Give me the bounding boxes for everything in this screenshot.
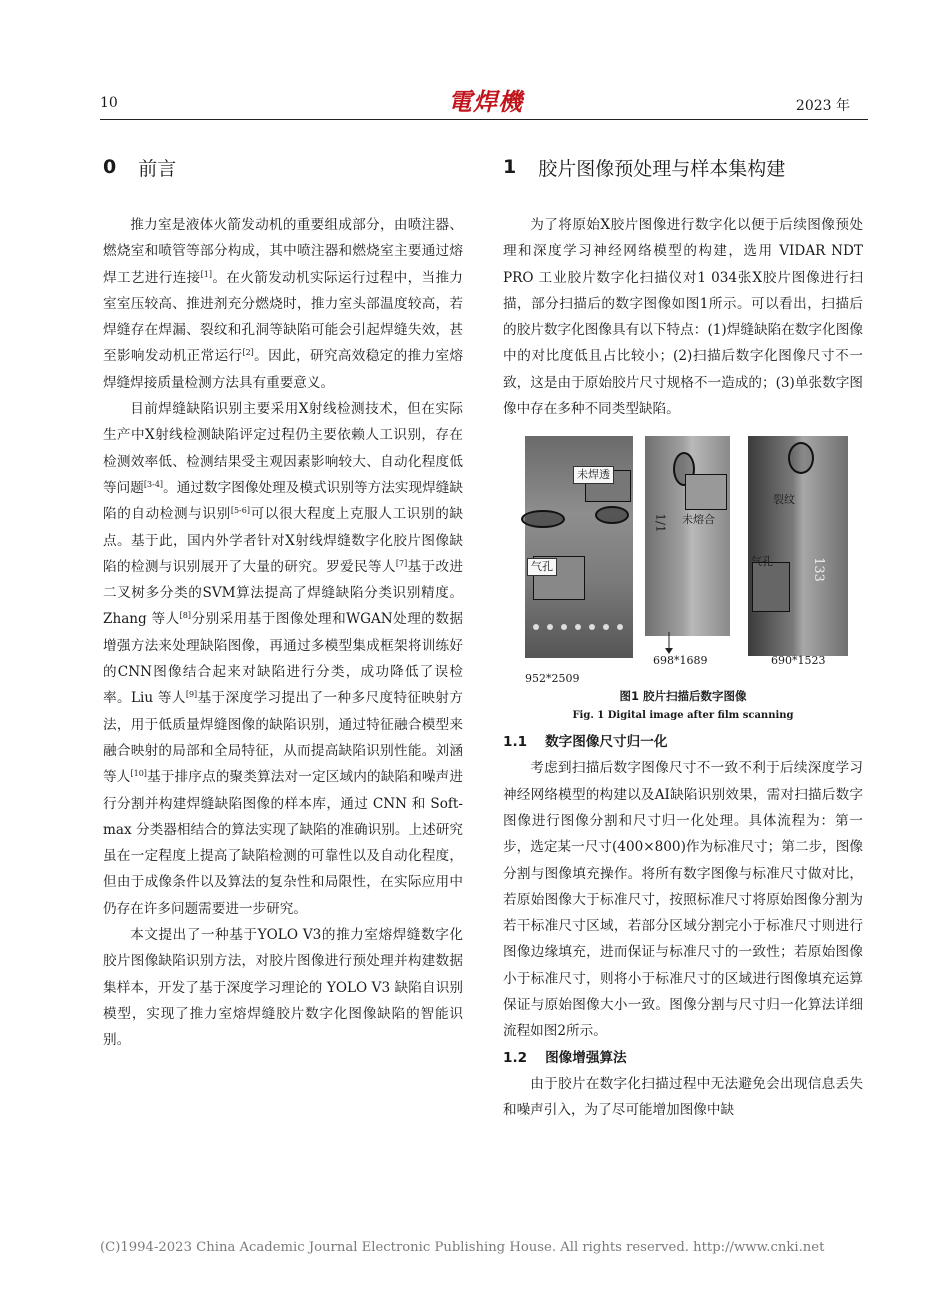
header-rule	[100, 119, 868, 120]
intro-paragraph-1: 推力室是液体火箭发动机的重要组成部分，由喷注器、燃烧室和喷管等部分构成，其中喷注器和燃烧室主要通过熔焊工艺进行连接[1]。在火箭发动机实际运行过程中，当推力室室压较高、推进剂充分燃烧时，推力室头部温度较高，若焊缝存在焊漏、裂纹和孔洞等缺陷可能会引起焊缝失效，甚至影响发动机正常运行[2]。因此，研究高效稳定的推力室熔焊缝焊接质量检测方法具有重要意义。	[103, 217, 464, 391]
journal-logo: 電焊機	[448, 87, 523, 116]
left-column	[103, 150, 463, 1054]
section-title: 胶片图像预处理与样本集构建	[538, 157, 786, 180]
defect-marker	[788, 442, 814, 474]
citation: [8]	[179, 611, 192, 621]
section-title: 前言	[138, 157, 177, 180]
subsection-number: 1.1	[503, 734, 528, 751]
intro-paragraph-2: 目前焊缝缺陷识别主要采用X射线检测技术，但在实际生产中X射线检测缺陷评定过程仍主要依赖人工识别，存在检测效率低、检测结果受主观因素影响较大、自动化程度低等问题[3-4]。通过数字图像处理及模式识别等方法实现焊缝缺陷的自动检测与识别[5-6]可以很大程度上克服人工识别的缺点。基于此，国内外学者针对X射线焊缝数字化胶片图像缺陷的检测与识别展开了大量的研究。罗爱民等人[7]基于改进二叉树多分类的SVM算法提高了焊缝缺陷分类识别精度。Zhang 等人[8]分别采用基于图像处理和WGAN处理的数据增强方法来处理缺陷图像，再通过多模型集成框架将训练好的CNN图像结合起来对缺陷进行分类，成功降低了误检率。Liu 等人[9]基于深度学习提出了一种多尺度特征映射方法，用于低质量焊缝图像的缺陷识别，通过特征融合模型来融合映射的局部和全局特征，从而提高缺陷识别性能。刘涵等人[10]基于排序点的聚类算法对一定区域内的缺陷和噪声进行分割并构建焊缝缺陷图像的样本库，通过 CNN 和 Soft-max 分类器相结合的算法实现了缺陷的准确识别。上述研究虽在一定程度上提高了缺陷检测的可靠性以及自动化程度，但由于成像条件以及算法的复杂性和局限性，在实际应用中仍存在许多问题需要进一步研究。	[103, 401, 464, 917]
figure-caption-en: Fig. 1 Digital image after film scanning	[572, 710, 794, 722]
normalization-paragraph: 考虑到扫描后数字图像尺寸不一致不利于后续深度学习神经网络模型的构建以及AI缺陷识别效果，需对扫描后数字图像进行图像分割和尺寸归一化处理。具体流程为：第一步，选定某一尺寸(400×800)作为标准尺寸；第二步，图像分割与图像填充操作。将所有数字图像与标准尺寸做对比，若原始图像大于标准尺寸，按照标准尺寸将原始图像分割为若干标准尺寸区域，若部分区域分割完小于标准尺寸则进行图像边缘填充，进而保证与标准尺寸的一致性；若原始图像小于标准尺寸，则将小于标准尺寸的区域进行图像填充运算保证与原始图像大小一致。图像分割与尺寸归一化算法详细流程如图2所示。	[503, 760, 863, 1040]
film-mark: 1/1	[653, 513, 668, 534]
film-image-b	[645, 436, 730, 636]
subsection-number: 1.2	[503, 1049, 528, 1066]
section-heading-preprocessing	[503, 150, 863, 184]
section-number: 0	[103, 156, 117, 178]
citation: [9]	[185, 690, 198, 700]
film-image-a	[525, 436, 633, 658]
defect-marker	[521, 510, 565, 528]
page-number: 10	[100, 95, 118, 111]
label-incomplete-penetration: 未焊透	[573, 466, 614, 484]
preprocessing-paragraph-1: 为了将原始X胶片图像进行数字化以便于后续图像预处理和深度学习神经网络模型的构建，选用 VIDAR NDT PRO 工业胶片数字化扫描仪对1 034张X胶片图像进行扫描，部分扫描后的数字图像如图1所示。可以看出，扫描后的胶片数字化图像具有以下特点：(1)焊缝缺陷在数字化图像中的对比度低且占比较小；(2)扫描后数字化图像尺寸不一致，这是由于原始胶片尺寸规格不一造成的；(3)单张数字图像中存在多种不同类型缺陷。	[503, 217, 863, 418]
figure-caption-cn: 图1 胶片扫描后数字图像	[619, 689, 747, 704]
citation: [10]	[130, 769, 147, 779]
dimension-label: 952*2509	[525, 672, 580, 686]
citation: [7]	[395, 558, 408, 568]
intro-paragraph-3: 本文提出了一种基于YOLO V3的推力室熔焊缝数字化胶片图像缺陷识别方法，对胶片图像进行预处理并构建数据集样本，开发了基于深度学习理论的 YOLO V3 缺陷自识别模型，实现了推力室熔焊缝胶片数字化图像缺陷的智能识别。	[103, 927, 463, 1049]
citation: [2]	[242, 348, 254, 358]
defect-marker	[595, 506, 629, 524]
right-column	[503, 150, 863, 1123]
defect-inset	[685, 474, 727, 510]
subsection-title: 图像增强算法	[545, 1049, 627, 1066]
section-number: 1	[503, 156, 517, 178]
dimension-label: 698*1689	[653, 654, 708, 668]
subsection-heading-1-2	[503, 1045, 863, 1071]
label-lack-of-fusion: 未熔合	[682, 513, 715, 527]
subsection-title: 数字图像尺寸归一化	[545, 734, 668, 751]
enhancement-paragraph: 由于胶片在数字化扫描过程中无法避免会出现信息丢失和噪声引入，为了尽可能增加图像中缺	[503, 1075, 863, 1118]
label-porosity: 气孔	[527, 558, 557, 576]
dimension-label: 690*1523	[771, 654, 826, 668]
year-label: 2023 年	[795, 98, 850, 114]
figure-1	[503, 436, 863, 684]
label-crack: 裂纹	[773, 493, 795, 507]
section-heading-intro	[103, 150, 463, 184]
label-porosity: 气孔	[751, 555, 773, 569]
citation: [5-6]	[230, 506, 250, 516]
film-mark: 133	[810, 557, 826, 583]
citation: [1]	[200, 269, 212, 279]
copyright-footer: (C)1994-2023 China Academic Journal Electronic Publishing House. All rights reserved. http://www.cnki.net	[100, 1240, 825, 1255]
film-image-c	[748, 436, 848, 656]
subsection-heading-1-1	[503, 729, 863, 755]
citation: [3-4]	[143, 479, 164, 489]
